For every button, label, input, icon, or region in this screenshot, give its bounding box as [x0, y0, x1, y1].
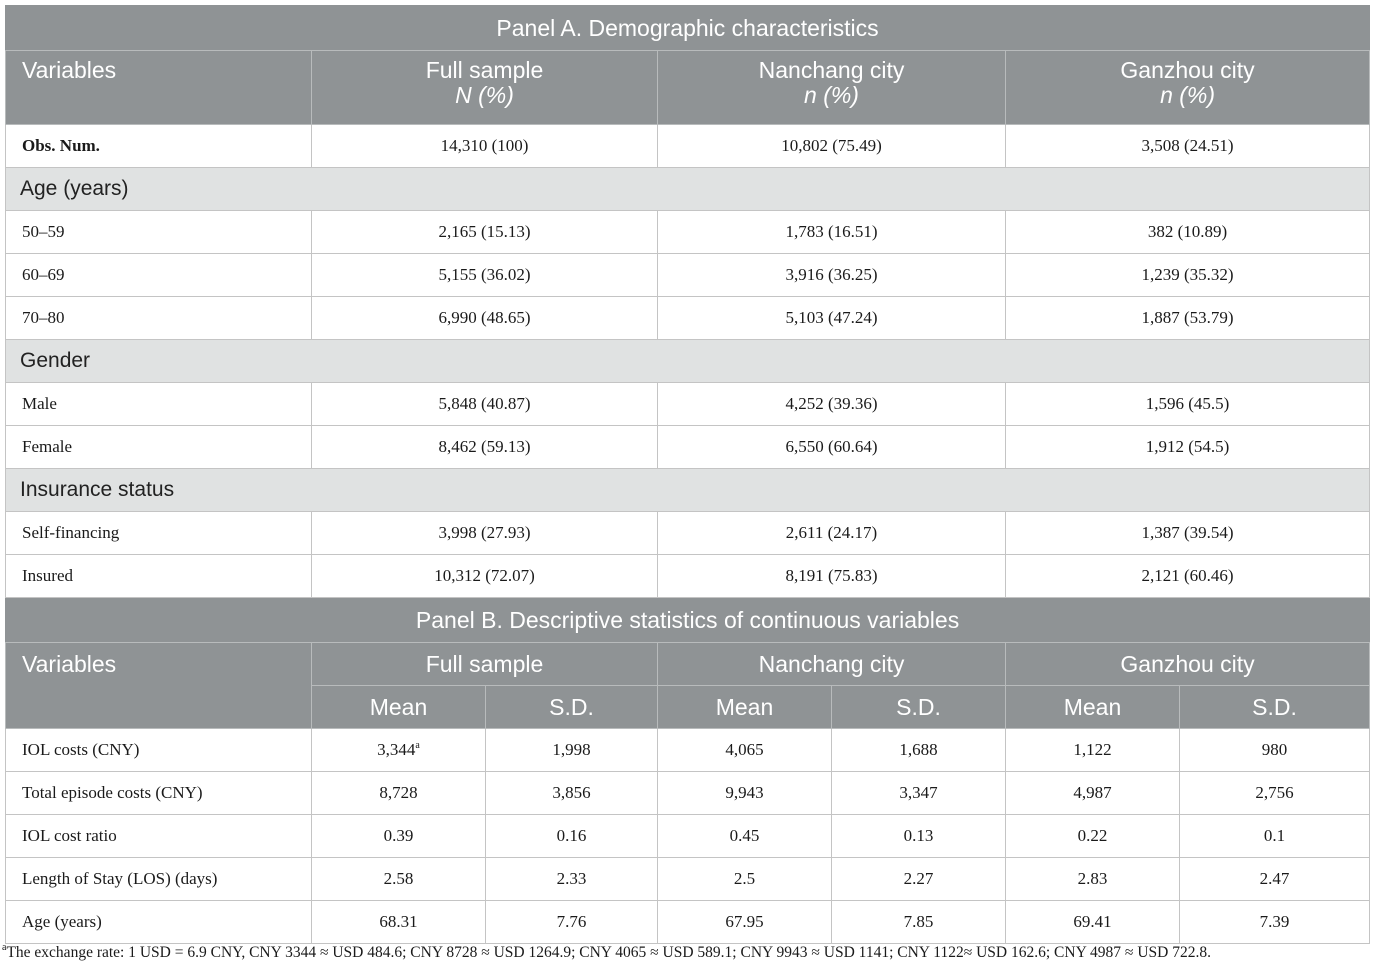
- table-row: [6, 858, 1370, 901]
- header-nanchang-unit: n (%): [804, 82, 859, 108]
- cell-ganzhou: 1,887 (53.79): [1006, 297, 1370, 340]
- obs-row: [6, 125, 1370, 168]
- row-label: 60–69: [6, 254, 312, 297]
- cell-full: 8,462 (59.13): [312, 426, 658, 469]
- row-label: Insured: [6, 555, 312, 598]
- cell-full-mean-value: 2.58: [383, 869, 414, 888]
- row-label: Total episode costs (CNY): [6, 772, 312, 815]
- cell-nc-sd: 1,688: [832, 729, 1006, 772]
- footnote-marker: a: [2, 942, 7, 953]
- obs-nanchang: 10,802 (75.49): [658, 125, 1006, 168]
- row-label: Age (years): [6, 901, 312, 944]
- cell-nanchang: 5,103 (47.24): [658, 297, 1006, 340]
- cell-gz-sd: 2,756: [1180, 772, 1370, 815]
- cell-gz-mean: 4,987: [1006, 772, 1180, 815]
- header-ganzhou-unit: n (%): [1160, 82, 1216, 108]
- row-label: Male: [6, 383, 312, 426]
- panel-b-title: Panel B. Descriptive statistics of continuous variables: [6, 598, 1370, 643]
- cell-full: 5,155 (36.02): [312, 254, 658, 297]
- obs-ganzhou: 3,508 (24.51): [1006, 125, 1370, 168]
- cell-full: 10,312 (72.07): [312, 555, 658, 598]
- header-variables: Variables: [6, 51, 312, 125]
- row-label: 50–59: [6, 211, 312, 254]
- header-ganzhou: [1006, 51, 1370, 125]
- header-b-ganzhou: Ganzhou city: [1006, 643, 1370, 686]
- table-row: [6, 254, 1370, 297]
- section-title: Age (years): [6, 168, 1370, 211]
- row-label: Length of Stay (LOS) (days): [6, 858, 312, 901]
- panel-a: [6, 6, 1370, 598]
- header-full-sample-label: Full sample: [425, 57, 544, 83]
- header-b-ganzhou-mean: Mean: [1006, 686, 1180, 729]
- header-b-variables: Variables: [6, 643, 312, 729]
- table-row: [6, 512, 1370, 555]
- cell-full-mean-value: 3,344: [377, 740, 416, 759]
- cell-full-sd: 7.76: [486, 901, 658, 944]
- obs-full: 14,310 (100): [312, 125, 658, 168]
- header-b-full-sd: S.D.: [486, 686, 658, 729]
- cell-full-mean: [312, 772, 486, 815]
- table-row: [6, 426, 1370, 469]
- panel-a-title: Panel A. Demographic characteristics: [6, 6, 1370, 51]
- section-row: [6, 469, 1370, 512]
- cell-ganzhou: 382 (10.89): [1006, 211, 1370, 254]
- cell-full-mean-value: 0.39: [383, 826, 414, 845]
- cell-nc-mean: 4,065: [658, 729, 832, 772]
- row-label: Female: [6, 426, 312, 469]
- cell-nc-sd: 7.85: [832, 901, 1006, 944]
- footnote: [2, 944, 1373, 962]
- cell-nanchang: 2,611 (24.17): [658, 512, 1006, 555]
- cell-full-sd: 0.16: [486, 815, 658, 858]
- panel-b-header-row: [6, 643, 1370, 686]
- row-label: Self-financing: [6, 512, 312, 555]
- table-row: [6, 383, 1370, 426]
- table-row: [6, 555, 1370, 598]
- statistics-table-container: [5, 5, 1369, 944]
- footnote-text: The exchange rate: 1 USD = 6.9 CNY, CNY 3344 ≈ USD 484.6; CNY 8728 ≈ USD 1264.9; CNY 4065 ≈ USD 589.1; CNY 9943 ≈ USD 1141; CNY 1122≈ USD 162.6; CNY 4987 ≈ USD 722.8.: [6, 944, 1211, 961]
- cell-gz-sd: 7.39: [1180, 901, 1370, 944]
- table-row: [6, 211, 1370, 254]
- cell-gz-sd: 0.1: [1180, 815, 1370, 858]
- cell-gz-mean: 0.22: [1006, 815, 1180, 858]
- header-b-nanchang-mean: Mean: [658, 686, 832, 729]
- cell-full-mean: [312, 901, 486, 944]
- cell-gz-sd: 2.47: [1180, 858, 1370, 901]
- section-row: [6, 168, 1370, 211]
- cell-nanchang: 4,252 (39.36): [658, 383, 1006, 426]
- table-row: [6, 772, 1370, 815]
- cell-full-mean-value: 68.31: [379, 912, 418, 931]
- cell-full-sd: 1,998: [486, 729, 658, 772]
- cell-ganzhou: 1,912 (54.5): [1006, 426, 1370, 469]
- cell-full-mean: [312, 729, 486, 772]
- footnote-ref: a: [415, 740, 420, 751]
- cell-nanchang: 3,916 (36.25): [658, 254, 1006, 297]
- cell-nanchang: 8,191 (75.83): [658, 555, 1006, 598]
- header-b-nanchang: Nanchang city: [658, 643, 1006, 686]
- cell-full-mean-value: 8,728: [379, 783, 418, 802]
- header-full-sample-unit: N (%): [455, 82, 514, 108]
- panel-b-title-row: [6, 598, 1370, 643]
- row-label: IOL costs (CNY): [6, 729, 312, 772]
- header-nanchang: [658, 51, 1006, 125]
- cell-gz-sd: 980: [1180, 729, 1370, 772]
- cell-full: 6,990 (48.65): [312, 297, 658, 340]
- cell-gz-mean: 1,122: [1006, 729, 1180, 772]
- cell-nc-mean: 2.5: [658, 858, 832, 901]
- table-row: [6, 297, 1370, 340]
- section-title: Insurance status: [6, 469, 1370, 512]
- cell-nc-sd: 2.27: [832, 858, 1006, 901]
- table-row: [6, 901, 1370, 944]
- cell-gz-mean: 69.41: [1006, 901, 1180, 944]
- cell-nanchang: 1,783 (16.51): [658, 211, 1006, 254]
- header-full-sample: [312, 51, 658, 125]
- cell-gz-mean: 2.83: [1006, 858, 1180, 901]
- section-row: [6, 340, 1370, 383]
- panel-a-title-row: [6, 6, 1370, 51]
- cell-nc-mean: 9,943: [658, 772, 832, 815]
- cell-full: 5,848 (40.87): [312, 383, 658, 426]
- cell-nanchang: 6,550 (60.64): [658, 426, 1006, 469]
- header-b-full-sample: Full sample: [312, 643, 658, 686]
- cell-full-sd: 2.33: [486, 858, 658, 901]
- header-nanchang-label: Nanchang city: [758, 57, 905, 83]
- header-ganzhou-label: Ganzhou city: [1120, 57, 1255, 83]
- statistics-table: [5, 5, 1370, 944]
- panel-a-header-row: [6, 51, 1370, 125]
- obs-label: Obs. Num.: [6, 125, 312, 168]
- row-label: IOL cost ratio: [6, 815, 312, 858]
- cell-full: 2,165 (15.13): [312, 211, 658, 254]
- cell-full-sd: 3,856: [486, 772, 658, 815]
- cell-nc-sd: 3,347: [832, 772, 1006, 815]
- cell-full: 3,998 (27.93): [312, 512, 658, 555]
- section-title: Gender: [6, 340, 1370, 383]
- cell-ganzhou: 1,387 (39.54): [1006, 512, 1370, 555]
- cell-full-mean: [312, 815, 486, 858]
- cell-ganzhou: 1,596 (45.5): [1006, 383, 1370, 426]
- cell-ganzhou: 1,239 (35.32): [1006, 254, 1370, 297]
- panel-b: [6, 598, 1370, 944]
- header-b-full-mean: Mean: [312, 686, 486, 729]
- row-label: 70–80: [6, 297, 312, 340]
- table-row: [6, 815, 1370, 858]
- cell-nc-mean: 67.95: [658, 901, 832, 944]
- cell-nc-mean: 0.45: [658, 815, 832, 858]
- cell-full-mean: [312, 858, 486, 901]
- cell-nc-sd: 0.13: [832, 815, 1006, 858]
- cell-ganzhou: 2,121 (60.46): [1006, 555, 1370, 598]
- header-b-ganzhou-sd: S.D.: [1180, 686, 1370, 729]
- header-b-nanchang-sd: S.D.: [832, 686, 1006, 729]
- table-row: [6, 729, 1370, 772]
